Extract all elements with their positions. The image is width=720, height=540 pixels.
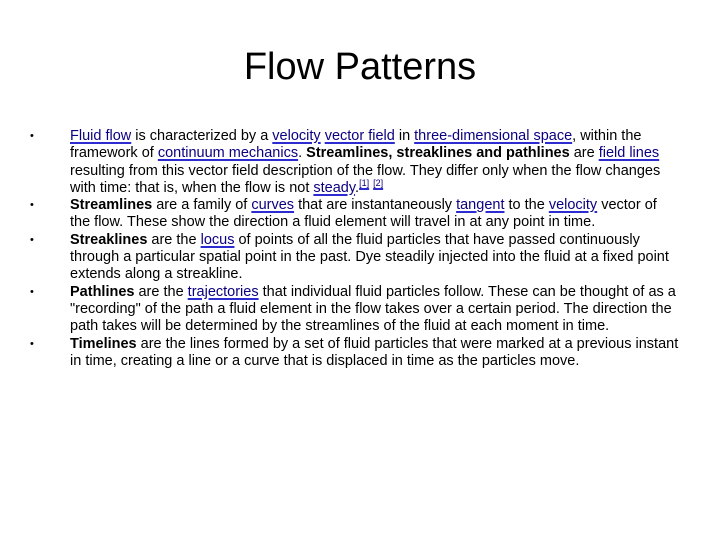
bullet-item-streaklines — [30, 232, 680, 284]
text: resulting from this vector field description of the flow. They differ only when the flow changes with time: that is, when the flow is not — [70, 162, 661, 196]
bullet-item-fluid-flow — [30, 128, 680, 197]
reference-2[interactable]: [2] — [373, 178, 384, 189]
bullet-item-streamlines — [30, 197, 680, 232]
bullet-icon: • — [30, 285, 34, 298]
text: are the — [147, 231, 201, 248]
text: , within the framework of — [70, 128, 642, 162]
text: . — [355, 179, 360, 196]
link-tangent[interactable]: tangent — [456, 197, 505, 214]
text: are the lines formed by a set of fluid particles that were marked at a previous instant in time, creating a line or a curve that is displaced in time as the particles move. — [70, 335, 679, 369]
bullet-icon: • — [30, 130, 34, 142]
slide-body — [30, 128, 680, 370]
text: that are instantaneously — [294, 197, 457, 214]
text: . — [298, 145, 307, 162]
text: are the — [134, 283, 188, 300]
link-vector-field[interactable]: vector field — [324, 128, 395, 144]
bullet-item-timelines — [30, 336, 680, 371]
text: in — [394, 128, 415, 144]
link-trajectories[interactable]: trajectories — [187, 283, 259, 300]
bullet-icon: • — [30, 233, 34, 246]
slide-title: Flow Patterns — [243, 46, 477, 88]
link-three-dimensional-space[interactable]: three-dimensional space — [414, 128, 573, 144]
text: to the — [504, 197, 549, 214]
link-curves[interactable]: curves — [251, 197, 295, 214]
bold-term: Pathlines — [70, 283, 135, 300]
bullet-icon: • — [30, 337, 34, 350]
text: is characterized by a — [131, 128, 273, 144]
text: are — [569, 145, 599, 162]
link-locus[interactable]: locus — [200, 231, 235, 248]
link-field-lines[interactable]: field lines — [598, 145, 660, 162]
text: are a family of — [152, 197, 252, 214]
bullet-icon: • — [30, 199, 34, 212]
text: that individual fluid particles follow. These can be thought of as a "recording" of the path a fluid element in the flow takes over a certain period. The direction the path takes will be determined by the streamlines of the fluid at each moment in time. — [70, 283, 676, 335]
reference-1[interactable]: [1] — [359, 178, 370, 189]
link-steady[interactable]: steady — [313, 179, 356, 196]
bold-term: Streamlines, streaklines and pathlines — [306, 145, 570, 162]
bold-term: Timelines — [70, 335, 137, 352]
link-continuum-mechanics[interactable]: continuum mechanics — [157, 145, 299, 162]
bold-term: Streamlines — [70, 197, 153, 214]
text: vector of the flow. These show the direction a fluid element will travel in at any point in time. — [70, 197, 657, 231]
bold-term: Streaklines — [70, 231, 148, 248]
link-velocity[interactable]: velocity — [272, 128, 321, 144]
link-fluid-flow[interactable]: Fluid flow — [70, 128, 132, 144]
bullet-item-pathlines — [30, 284, 680, 336]
text: of points of all the fluid particles that have passed continuously through a particular spatial point in the past. Dye steadily injected into the fluid at a fixed point extends along a streakline. — [70, 231, 669, 283]
bullet-list — [30, 128, 680, 370]
link-velocity[interactable]: velocity — [548, 197, 598, 214]
